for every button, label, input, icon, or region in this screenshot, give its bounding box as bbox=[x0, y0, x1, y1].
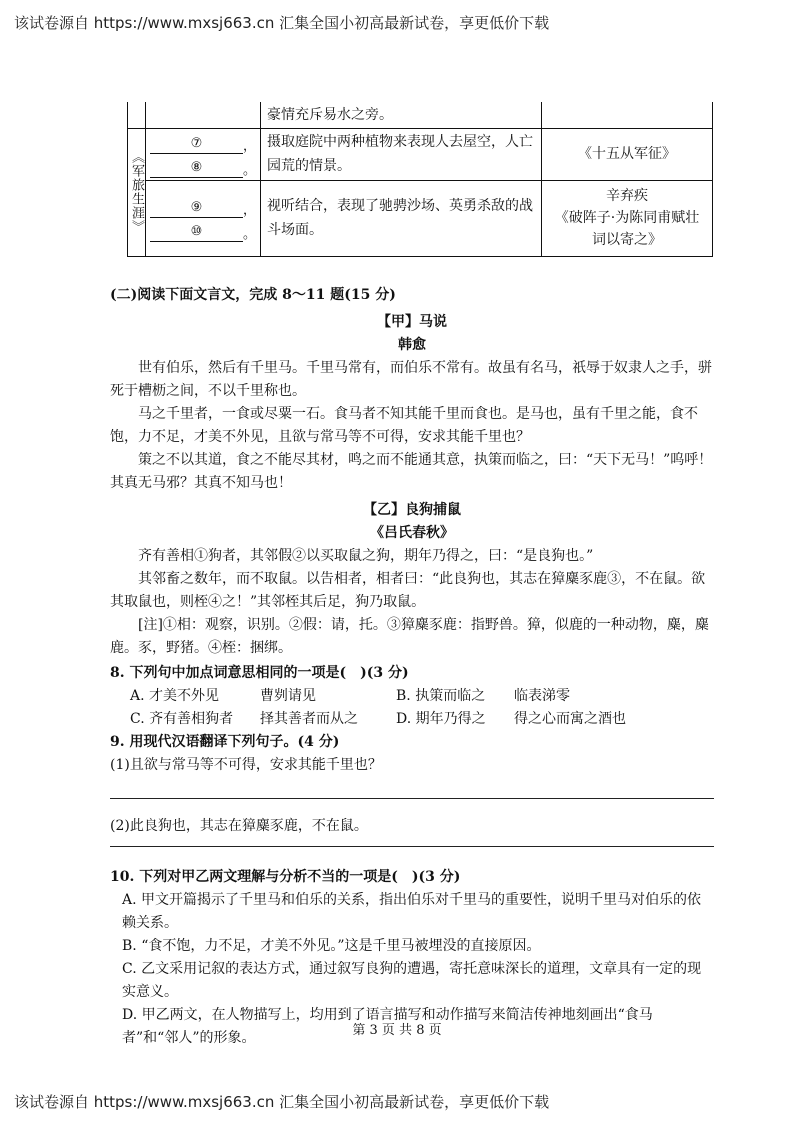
answer-space-2[interactable] bbox=[110, 838, 714, 866]
passage-paragraph: 马之千里者，一食或尽粟一石。食马者不知其能千里而食也。是马也，虽有千里之能，食不饱，力不足，才美不外见，且欲与常马等不可得，安求其能千里也？ bbox=[110, 406, 698, 445]
option-a-compare: 曹刿请见 bbox=[260, 688, 316, 704]
question-10-option-c[interactable]: C. 乙文采用记叙的表达方式，通过叙写良狗的遭遇，寄托意味深长的道理，文章具有一定的现实意义。 bbox=[122, 961, 702, 1000]
passage-jia-author: 韩愈 bbox=[398, 337, 426, 353]
question-9-sentence-2: (2)此良狗也，其志在獐麋豕鹿，不在鼠。 bbox=[110, 818, 368, 834]
passage-paragraph: 策之不以其道，食之不能尽其材，鸣之而不能通其意，执策而临之，曰：“天下无马！”呜呼！其真无马邪？其真不知马也！ bbox=[110, 452, 713, 491]
option-c-compare: 择其善者而从之 bbox=[260, 711, 358, 727]
passage-paragraph: 齐有善相①狗者，其邻假②以买取鼠之狗，期年乃得之，曰：“是良狗也。” bbox=[138, 548, 594, 564]
passage-paragraph: 其邻畜之数年，而不取鼠。以告相者，相者曰：“此良狗也，其志在獐麋豕鹿③，不在鼠。欲其取鼠也，则桎④之！”其邻桎其后足，狗乃取鼠。 bbox=[110, 571, 706, 610]
section-heading: (二)阅读下面文言文，完成 8～11 题(15 分) bbox=[110, 287, 396, 303]
answer-line-2 bbox=[110, 846, 714, 847]
question-8-stem: 8. 下列句中加点词意思相同的一项是( )(3 分) bbox=[110, 665, 409, 681]
question-10-option-b[interactable]: B. “食不饱，力不足，才美不外见。”这是千里马被埋没的直接原因。 bbox=[122, 938, 541, 954]
classical-reading-section bbox=[110, 284, 714, 1050]
question-9-sentence-1: (1)且欲与常马等不可得，安求其能千里也？ bbox=[110, 757, 382, 773]
option-b-compare: 临表涕零 bbox=[514, 688, 570, 704]
poem-table bbox=[127, 102, 713, 257]
row-description: 摄取庭院中两种植物来表现人去屋空，人亡园荒的情景。 bbox=[261, 128, 542, 180]
source-title: 《破阵子·为陈同甫赋壮词以寄之》 bbox=[554, 210, 700, 248]
answer-line-1 bbox=[110, 798, 714, 799]
option-d-compare: 得之心而寓之酒也 bbox=[514, 711, 626, 727]
fill-blank-7[interactable]: ⑦ ， bbox=[150, 130, 256, 154]
source-author: 辛弃疾 bbox=[606, 188, 648, 204]
question-10-stem: 10. 下列对甲乙两文理解与分析不当的一项是( )(3 分) bbox=[110, 869, 461, 885]
passage-jia-title: 【甲】马说 bbox=[377, 314, 447, 330]
annotation-note: [注]①相：观察，识别。②假：请，托。③獐麋豕鹿：指野兽。獐，似鹿的一种动物，麋，麋鹿。豕，野猪。④桎：捆绑。 bbox=[110, 617, 709, 656]
fill-blank-9[interactable]: ⑨ ， bbox=[150, 194, 256, 218]
answer-space-1[interactable] bbox=[110, 777, 714, 815]
table-row bbox=[128, 128, 713, 180]
page-number: 第 3 页 共 8 页 bbox=[352, 1023, 442, 1038]
fill-blank-8[interactable]: ⑧ 。 bbox=[150, 154, 256, 178]
question-9-stem: 9. 用现代汉语翻译下列句子。(4 分) bbox=[110, 734, 340, 750]
row-description: 视听结合，表现了驰骋沙场、英勇杀敌的战斗场面。 bbox=[261, 180, 542, 256]
question-8-options-ab bbox=[110, 685, 714, 708]
option-a-text[interactable]: A. 才美不外见 bbox=[130, 688, 220, 704]
option-d-text[interactable]: D. 期年乃得之 bbox=[396, 711, 486, 727]
group-label: 《军旅生涯》 bbox=[128, 128, 146, 256]
option-c-text[interactable]: C. 齐有善相狗者 bbox=[130, 711, 234, 727]
source-banner-bottom: 该试卷源自 https://www.mxsj663.cn 汇集全国小初高最新试卷，享更低价下载 bbox=[14, 1093, 550, 1111]
passage-yi-source: 《吕氏春秋》 bbox=[370, 525, 454, 541]
row-description: 豪情充斥易水之旁。 bbox=[261, 102, 542, 128]
table-row bbox=[128, 180, 713, 256]
fill-blank-10[interactable]: ⑩ 。 bbox=[150, 218, 256, 242]
passage-yi-title: 【乙】良狗捕鼠 bbox=[363, 502, 461, 518]
source-banner-top: 该试卷源自 https://www.mxsj663.cn 汇集全国小初高最新试卷，享更低价下载 bbox=[14, 14, 550, 32]
row-source bbox=[542, 180, 713, 256]
question-10-option-d[interactable]: D. 甲乙两文，在人物描写上，均用到了语言描写和动作描写来简洁传神地刻画出“食马者”和“邻人”的形象。 bbox=[122, 1007, 653, 1046]
question-8-options-cd bbox=[110, 708, 714, 731]
row-source: 《十五从军征》 bbox=[542, 128, 713, 180]
option-b-text[interactable]: B. 执策而临之 bbox=[396, 688, 486, 704]
passage-paragraph: 世有伯乐，然后有千里马。千里马常有，而伯乐不常有。故虽有名马，祇辱于奴隶人之手，骈死于槽枥之间，不以千里称也。 bbox=[110, 360, 712, 399]
question-10-option-a[interactable]: A. 甲文开篇揭示了千里马和伯乐的关系，指出伯乐对千里马的重要性，说明千里马对伯乐的依赖关系。 bbox=[122, 892, 702, 931]
table-row bbox=[128, 102, 713, 128]
